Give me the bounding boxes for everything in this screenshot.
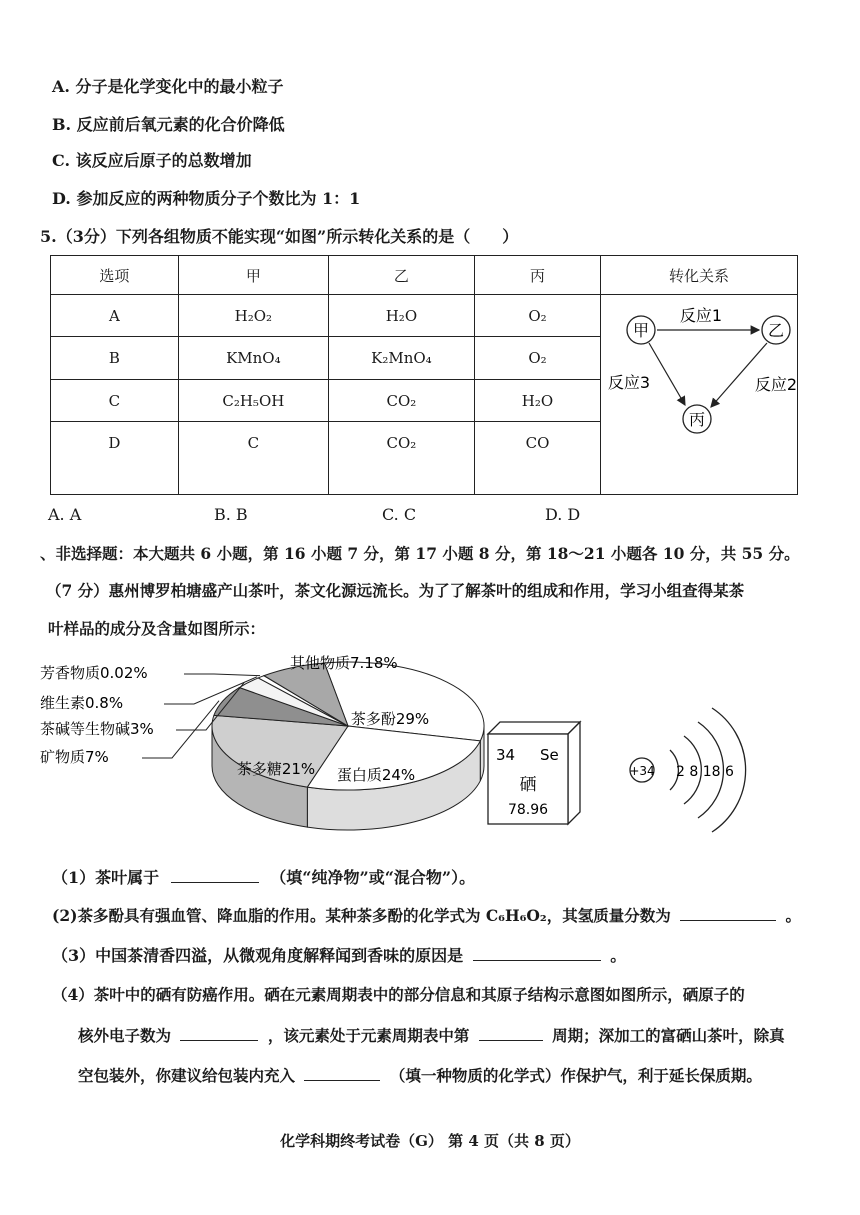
element-symbol: Se	[540, 746, 559, 764]
row-option: B	[51, 337, 179, 379]
reaction1-label: 反应1	[679, 306, 723, 325]
answer-a: A. A	[48, 505, 82, 524]
node-jia-label: 甲	[632, 321, 650, 340]
pie-label-4: 茶碱等生物碱3%	[40, 720, 154, 738]
sub1-text: （1）茶叶属于	[52, 868, 160, 887]
node-yi-label: 乙	[767, 321, 785, 340]
q16-sub4-line3	[78, 1064, 762, 1087]
protective-gas-blank[interactable]	[304, 1064, 380, 1081]
electron-count-blank[interactable]	[180, 1024, 258, 1041]
header-bing: 丙	[474, 256, 600, 295]
reaction3-label: 反应3	[607, 373, 651, 392]
pie-label-1: 蛋白质24%	[336, 766, 416, 784]
row-jia: C	[178, 422, 328, 495]
q5-table	[50, 255, 798, 495]
q16-sub2	[52, 904, 801, 927]
pie-label-0: 茶多酚29%	[350, 710, 430, 728]
q16-sub4-line2	[78, 1024, 785, 1047]
sub4-text-a: 核外电子数为	[78, 1026, 172, 1045]
nucleus-charge: +34	[629, 764, 655, 778]
q4-option-a: A. 分子是化学变化中的最小粒子	[52, 77, 284, 96]
pie-leader-6	[184, 674, 260, 676]
arrow-reaction3	[649, 343, 685, 405]
answer-d: D. D	[545, 505, 581, 524]
sub1-answer-blank[interactable]	[171, 866, 259, 883]
selenium-atom-diagram	[620, 690, 760, 850]
header-option: 选项	[51, 256, 179, 295]
row-bing: CO	[474, 422, 600, 495]
q16-sub4-line1: （4）茶叶中的硒有防癌作用。硒在元素周期表中的部分信息和其原子结构示意图如图所示，硒原子的	[52, 985, 745, 1004]
row-bing: O₂	[474, 295, 600, 337]
relation-cell	[601, 295, 798, 495]
element-mass: 78.96	[507, 802, 549, 818]
pie-label-5: 维生素0.8%	[40, 694, 124, 712]
sub2-text-post: 。	[785, 906, 802, 925]
sub4-text-e: （填一种物质的化学式）作保护气，利于延长保质期。	[389, 1066, 762, 1085]
row-option: C	[51, 379, 179, 421]
pie-label-3: 矿物质7%	[40, 748, 109, 766]
pie-label-6: 芳香物质0.02%	[40, 664, 148, 682]
section-heading: 、非选择题：本大题共 6 小题，第 16 小题 7 分，第 17 小题 8 分，第 18～21 小题各 10 分，共 55 分。	[40, 544, 800, 563]
sub4-text-d: 空包装外，你建议给包装内充入	[78, 1066, 296, 1085]
q16-intro-2: 叶样品的成分及含量如图所示：	[48, 619, 266, 638]
q16-sub1	[52, 866, 475, 889]
reaction2-label: 反应2	[754, 375, 797, 394]
header-relation: 转化关系	[601, 256, 798, 295]
q4-option-c: C. 该反应后原子的总数增加	[52, 151, 252, 170]
sub4-text-b: ，该元素处于元素周期表中第	[267, 1026, 470, 1045]
selenium-element-box	[480, 712, 590, 832]
header-yi: 乙	[328, 256, 474, 295]
q16-sub3	[52, 944, 626, 967]
sub3-text-post: 。	[610, 946, 627, 965]
header-jia: 甲	[178, 256, 328, 295]
sub2-answer-blank[interactable]	[680, 904, 776, 921]
row-option: D	[51, 422, 179, 495]
sub3-answer-blank[interactable]	[473, 944, 601, 961]
q4-option-d: D. 参加反应的两种物质分子个数比为 1：1	[52, 189, 361, 208]
transformation-diagram	[601, 295, 797, 490]
node-bing-label: 丙	[688, 410, 706, 429]
pie-label-7: 其他物质7.18%	[290, 654, 398, 672]
row-option: A	[51, 295, 179, 337]
answer-c: C. C	[382, 505, 417, 524]
q5-stem: 5.（3分）下列各组物质不能实现“如图”所示转化关系的是（ ）	[40, 227, 519, 246]
row-bing: H₂O	[474, 379, 600, 421]
q16-intro-1: （7 分）惠州博罗柏塘盛产山茶叶，茶文化源远流长。为了了解茶叶的组成和作用，学习小组查得某茶	[46, 581, 745, 600]
sub4-text-c: 周期；深加工的富硒山茶叶，除真	[552, 1026, 785, 1045]
sub3-text: （3）中国茶清香四溢，从微观角度解释闻到香味的原因是	[52, 946, 464, 965]
electron-shells: 2 8 18 6	[676, 764, 734, 780]
row-yi: CO₂	[328, 422, 474, 495]
q4-option-b: B. 反应前后氧元素的化合价降低	[52, 115, 285, 134]
answer-b: B. B	[214, 505, 248, 524]
row-jia: H₂O₂	[178, 295, 328, 337]
sub2-text: (2)茶多酚具有强血管、降血脂的作用。某种茶多酚的化学式为 C₆H₆O₂，其氢质量分数为	[52, 906, 671, 925]
row-bing: O₂	[474, 337, 600, 379]
sub1-text-post: （填“纯净物”或“混合物”）。	[270, 868, 476, 887]
row-jia: C₂H₅OH	[178, 379, 328, 421]
period-blank[interactable]	[479, 1024, 543, 1041]
element-name: 硒	[519, 775, 537, 795]
row-jia: KMnO₄	[178, 337, 328, 379]
page-footer: 化学科期终考试卷（G） 第 4 页（共 8 页）	[280, 1132, 580, 1150]
tea-pie-chart	[40, 648, 490, 848]
element-number: 34	[496, 746, 516, 764]
row-yi: H₂O	[328, 295, 474, 337]
pie-label-2: 茶多糖21%	[236, 760, 316, 778]
row-yi: CO₂	[328, 379, 474, 421]
row-yi: K₂MnO₄	[328, 337, 474, 379]
table-row	[51, 295, 798, 337]
